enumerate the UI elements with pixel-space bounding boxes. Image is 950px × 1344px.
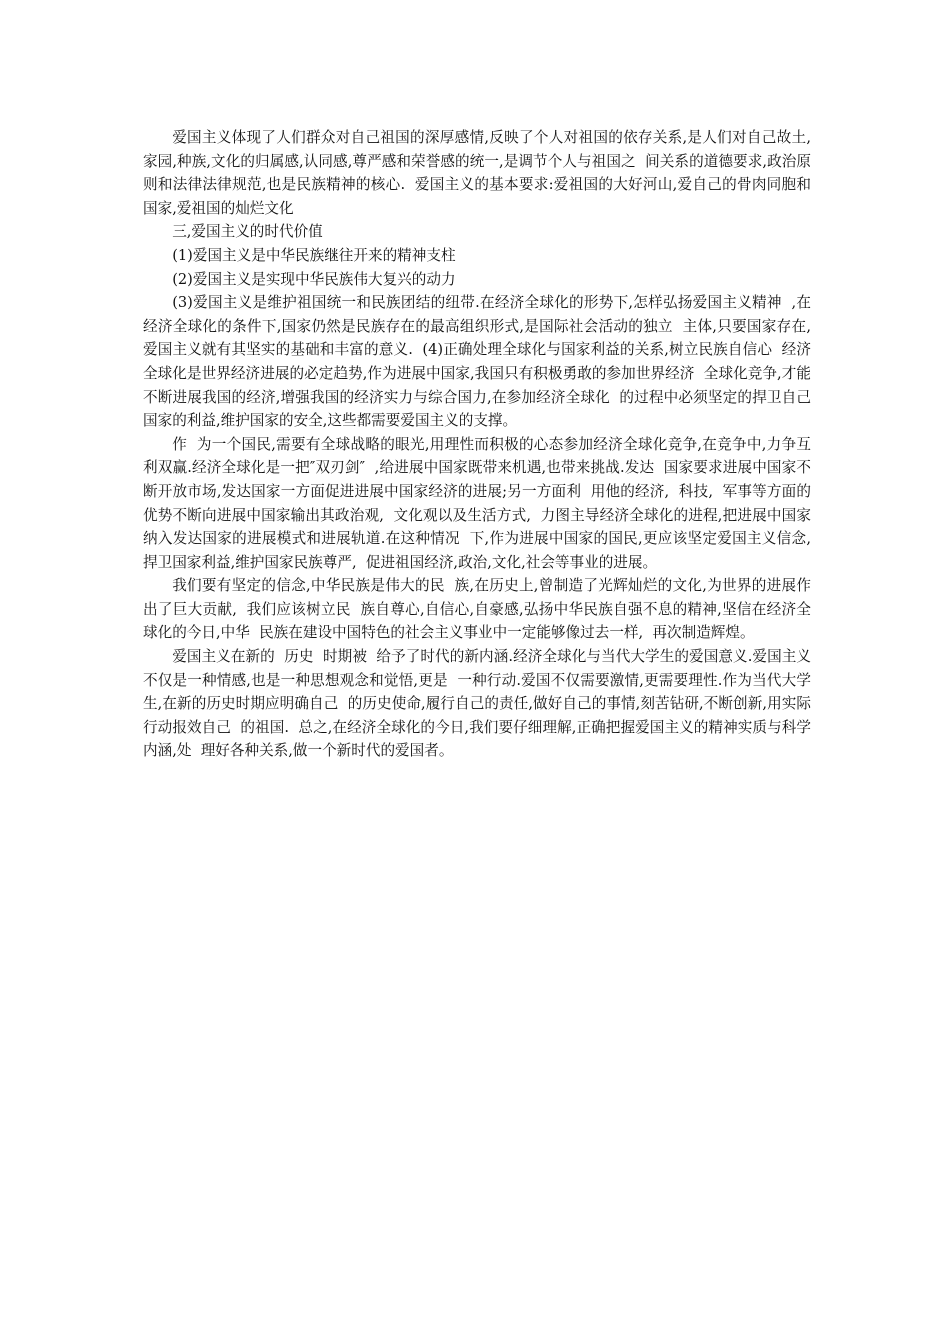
list-item: (1)爱国主义是中华民族继往开来的精神支柱 xyxy=(172,246,456,264)
section-heading: 三,爱国主义的时代价值 xyxy=(172,223,323,241)
paragraph-definition: 爱国主义体现了人们群众对自己祖国的深厚感情,反映了个人对祖国的依存关系,是人们对自己故土,家园,种族,文化的归属感,认同感,尊严感和荣誉感的统一,是调节个人与祖国之 间关系的道德要求,政治原则和法律法律规范,也是民族精神的核心. 爱国主义的基本要求:爱祖国的大好河山,爱自己的骨肉同胞和国家,爱祖国的灿烂文化 xyxy=(143,129,811,217)
paragraph-citizen: 作 为一个国民,需要有全球战略的眼光,用理性而积极的心态参加经济全球化竞争,在竞争中,力争互利双赢.经济全球化是一把″双刃剑″ ,给进展中国家既带来机遇,也带来挑战.发达 国家要求进展中国家不断开放市场,发达国家一方面促进进展中国家经济的进展;另一方面利 用他的经济, 科技, 军事等方面的优势不断向进展中国家输出其政治观, 文化观以及生活方式, 力图主导经济全球化的进程,把进展中国家纳入发达国家的进展模式和进展轨道.在这种情况 下,作为进展中国家的国民,更应该坚定爱国主义信念,捍卫国家利益,维护国家民族尊严, 促进祖国经济,政治,文化,社会等事业的进展。 xyxy=(143,435,811,571)
list-item: (2)爱国主义是实现中华民族伟大复兴的动力 xyxy=(172,270,456,288)
list-item: (3)爱国主义是维护祖国统一和民族团结的纽带.在经济全球化的形势下,怎样弘扬爱国主义精神 ,在经济全球化的条件下,国家仍然是民族存在的最高组织形式,是国际社会活动的独立 主体,只要国家存在,爱国主义就有其坚实的基础和丰富的意义. (4)正确处理全球化与国家利益的关系,树立民族自信心 经济全球化是世界经济进展的必定趋势,作为进展中国家,我国只有积极勇敢的参加世界经济 全球化竞争,才能不断进展我国的经济,增强我国的经济实力与综合国力,在参加经济全球化 的过程中必须坚定的捍卫自己国家的利益,维护国家的安全,这些都需要爱国主义的支撑。 xyxy=(143,294,811,430)
document-body xyxy=(143,126,811,763)
paragraph-belief: 我们要有坚定的信念,中华民族是伟大的民 族,在历史上,曾制造了光辉灿烂的文化,为世界的进展作出了巨大贡献, 我们应该树立民 族自尊心,自信心,自豪感,弘扬中华民族自强不息的精神,坚信在经济全球化的今日,中华 民族在建设中国特色的社会主义事业中一定能够像过去一样, 再次制造辉煌。 xyxy=(143,577,811,642)
paragraph-conclusion: 爱国主义在新的 历史 时期被 给予了时代的新内涵.经济全球化与当代大学生的爱国意义.爱国主义不仅是一种情感,也是一种思想观念和觉悟,更是 一种行动.爱国不仅需要激情,更需要理性.作为当代大学生,在新的历史时期应明确自己 的历史使命,履行自己的责任,做好自己的事情,刻苦钻研,不断创新,用实际行动报效自己 的祖国. 总之,在经济全球化的今日,我们要仔细理解,正确把握爱国主义的精神实质与科学内涵,处 理好各种关系,做一个新时代的爱国者。 xyxy=(143,648,811,760)
